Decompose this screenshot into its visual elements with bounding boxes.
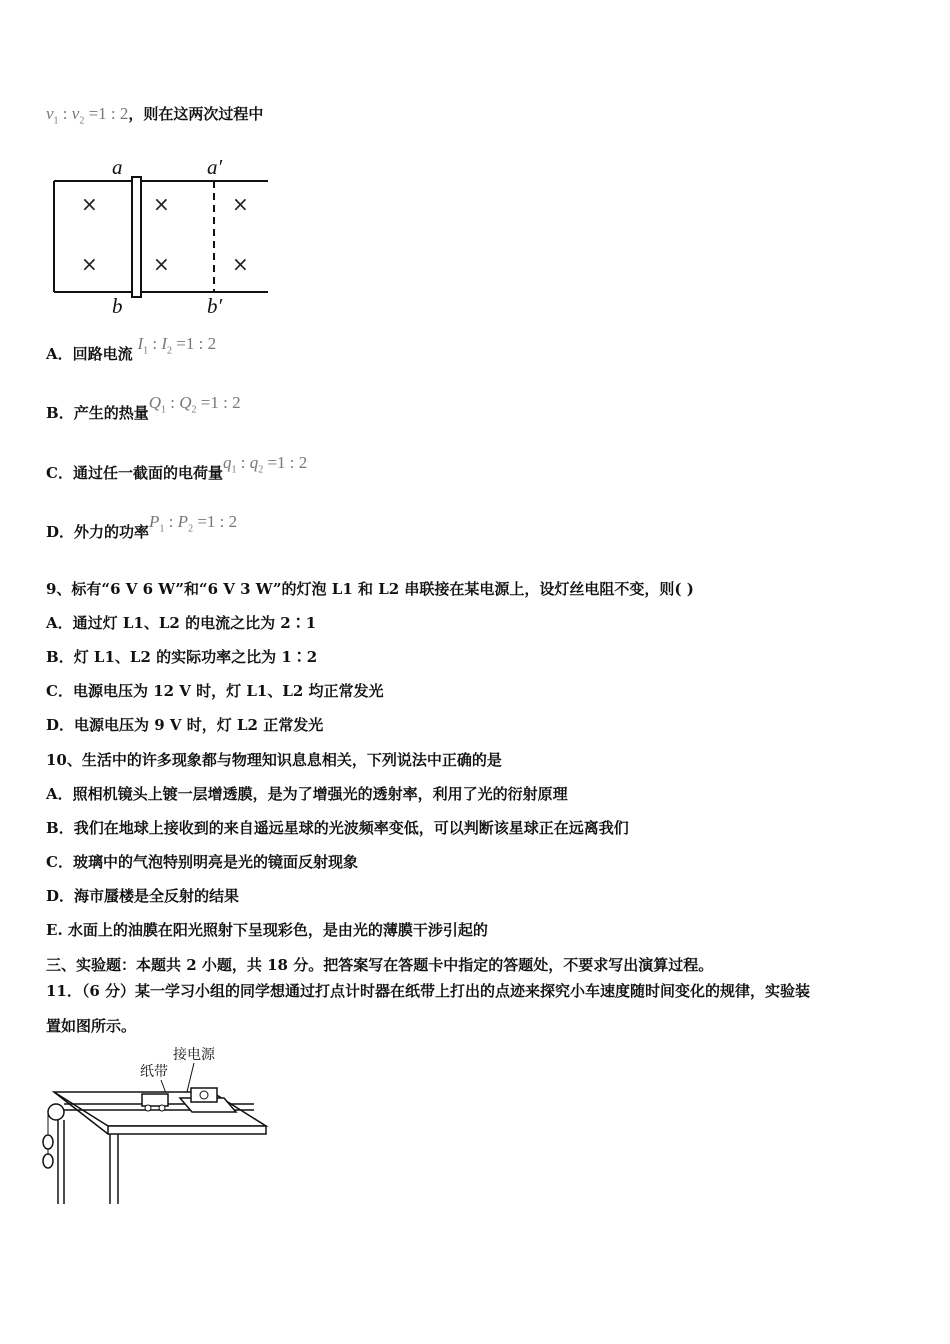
label-b: b [112,294,123,318]
hanging-weight [43,1135,53,1149]
q11-stem-line1: 11．（6 分）某一学习小组的同学想通过打点计时器在纸带上打出的点迹来探究小车速度随时间变化的规律，实验装 [46,982,811,1000]
power-ratio: $P_1$ : $P_2 =1$ : 2 [149,512,238,535]
option-text: 水面上的油膜在阳光照射下呈现彩色，是由光的薄膜干涉引起的 [67,921,488,939]
q9-stem: 9、标有“6 V 6 W”和“6 V 3 W”的灯泡 L1 和 L2 串联接在某电源上，设灯丝电阻不变，则( ) [46,580,694,598]
option-letter: D [46,887,60,905]
hanging-weight [43,1154,53,1168]
option-text: 我们在地球上接收到的来自遥远星球的光波频率变低，可以判断该星球正在远离我们 [73,819,629,837]
field-mark: × [232,192,249,216]
label-a: a [112,155,123,179]
option-text: 通过灯 L1、L2 的电流之比为 2∶1 [72,614,317,632]
option-text: 照相机镜头上镀一层增透膜，是为了增强光的透射率，利用了光的衍射原理 [72,785,568,803]
q11-stem-line2: 置如图所示。 [46,1017,137,1035]
sliding-rod [132,177,141,297]
q8-intro [46,104,263,131]
q8-option-b: B．产生的热量$Q_1$ : $Q_2 =1$ : 2 [46,393,241,422]
heat-ratio: $Q_1$ : $Q_2 =1$ : 2 [148,393,241,416]
option-text: 外力的功率 [74,523,150,541]
option-letter: B [46,404,59,422]
option-letter: C [46,853,58,871]
field-mark: × [81,252,98,276]
q10-option-b: B．我们在地球上接收到的来自遥远星球的光波频率变低，可以判断该星球正在远离我们 [46,819,629,837]
label-paper-tape: 纸带 [140,1064,168,1080]
option-text: 回路电流 [72,345,133,363]
q10-stem: 10、生活中的许多现象都与物理知识息息相关，下列说法中正确的是 [46,751,502,769]
charge-ratio: $q_1$ : $q_2 =1$ : 2 [222,453,308,476]
q10-option-d: D．海市蜃楼是全反射的结果 [46,887,240,905]
option-text: 通过任一截面的电荷量 [72,464,223,482]
label-power-source: 接电源 [173,1047,215,1063]
velocity-ratio: $v_1$ : $v_2 =1$ : 2 [46,104,129,127]
option-text: 产生的热量 [73,404,149,422]
pulley [48,1104,64,1120]
option-letter: C [46,464,58,482]
option-text: 玻璃中的气泡特别明亮是光的镜面反射现象 [72,853,358,871]
option-text: 海市蜃楼是全反射的结果 [74,887,240,905]
option-letter: D [46,716,60,734]
current-ratio: $I_1$ : $I_2 =1$ : 2 [137,334,217,357]
field-mark: × [232,252,249,276]
field-mark: × [81,192,98,216]
q9-option-c: C．电源电压为 12 V 时，灯 L1、L2 均正常发光 [46,682,384,700]
label-a-prime: a′ [207,155,223,179]
option-text: 电源电压为 9 V 时，灯 L2 正常发光 [74,716,324,734]
option-letter: B [46,648,59,666]
q9-option-b: B．灯 L1、L2 的实际功率之比为 1∶2 [46,648,318,666]
option-letter: A [46,614,58,632]
q8-option-d: D．外力的功率$P_1$ : $P_2 =1$ : 2 [46,512,238,541]
q8-option-a: A．回路电流 $I_1$ : $I_2 =1$ : 2 [46,334,217,363]
option-text: 电源电压为 12 V 时，灯 L1、L2 均正常发光 [72,682,384,700]
option-letter: D [46,523,60,541]
cart [142,1094,168,1106]
field-mark: × [153,192,170,216]
option-letter: A [46,345,58,363]
q8-intro-text: ，则在这两次过程中 [128,105,264,123]
q10-option-e: E. 水面上的油膜在阳光照射下呈现彩色，是由光的薄膜干涉引起的 [46,921,488,939]
q8-option-c: C．通过任一截面的电荷量$q_1$ : $q_2 =1$ : 2 [46,453,308,482]
option-text: 灯 L1、L2 的实际功率之比为 1∶2 [73,648,318,666]
option-letter: E [46,921,58,939]
q8-figure [40,150,280,320]
q9-option-a: A．通过灯 L1、L2 的电流之比为 2∶1 [46,614,317,632]
q9-option-d: D．电源电压为 9 V 时，灯 L2 正常发光 [46,716,324,734]
q10-option-c: C．玻璃中的气泡特别明亮是光的镜面反射现象 [46,853,358,871]
q11-apparatus-figure [40,1042,280,1212]
option-letter: C [46,682,58,700]
section-heading: 三、实验题：本题共 2 小题，共 18 分。把答案写在答题卡中指定的答题处，不要求写出演算过程。 [46,956,714,974]
q10-option-a: A．照相机镜头上镀一层增透膜，是为了增强光的透射率，利用了光的衍射原理 [46,785,568,803]
field-marks [81,192,249,276]
field-mark: × [153,252,170,276]
label-b-prime: b′ [207,294,223,318]
option-letter: B [46,819,59,837]
option-letter: A [46,785,58,803]
